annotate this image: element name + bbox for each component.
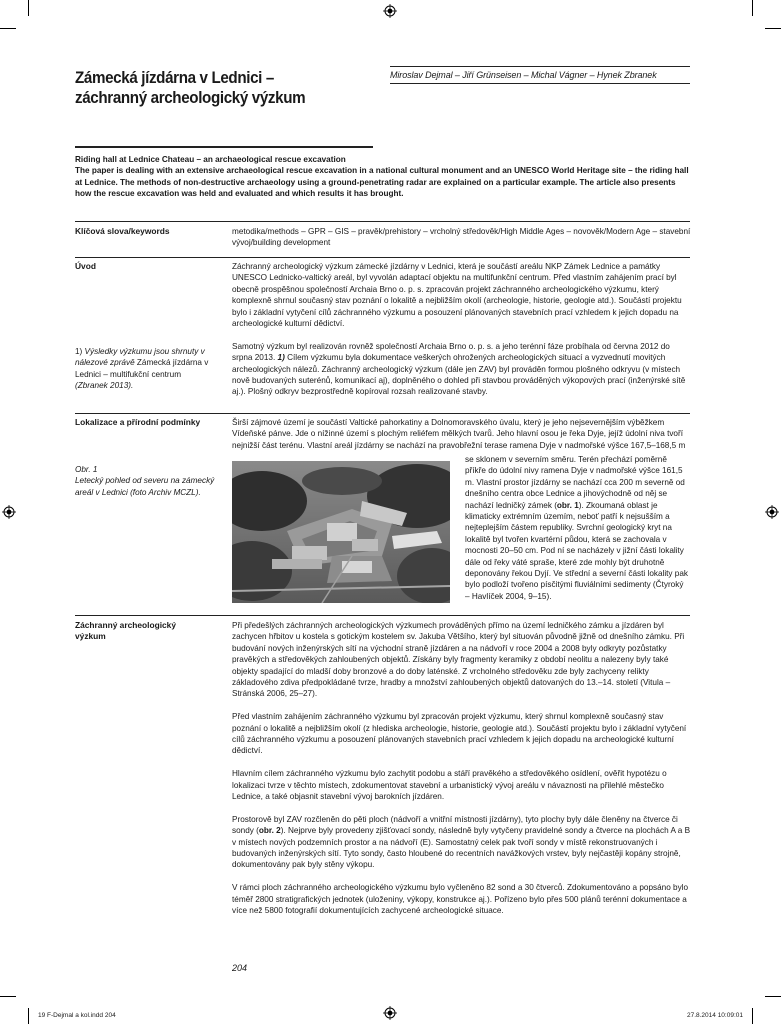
crop-mark: [28, 0, 29, 16]
uvod-label: Úvod: [75, 261, 96, 271]
lokalizace-wrap-b: ). Zkoumaná oblast je klimaticky extrémním územím, neboť patří k nejsušším a nejteplejším částem republiky. Svrchní geologický kryt na lokalitě byl tvořen kvartérní půdou, která se zachovala v mocnosti 20–50 cm. Pod ní se nacházely v jižní části lokality dále od řeky váté spraše, které zde mohly být druhotně deponovány řekou Dyjí. Ve střední a severní části lokality pak bylo podloží tvořeno písčitými fluviálními sedimenty (Čtyroký – Havlíček 2004, 9–15).: [465, 500, 689, 601]
footer-file-name: 19 F-Dejmal a kol.indd 204: [38, 1012, 116, 1019]
aerial-photo-illustration: [232, 461, 450, 603]
zachranny-label-line-2: výzkum: [75, 631, 106, 641]
zachranny-paragraph-1: Při předešlých záchranných archeologických výzkumech prováděných přímo na území ledničkého zámku a jízdáren byl zachycen hřbitov u kostela s gotickým kostelem sv. Jakuba Většího, který byl situován původně jižně od dnešního zámku. Při budování nových inženýrských sítí na východní straně jízdáren a na nádvoří v roce 2004 a 2008 byly odkryty pozůstatky pravěkých a středověkých zahloubených objektů. Získány byly fragmenty keramiky z období neolitu a nalezeny byly také objekty spadající do mladší doby bronzové a do doby laténské. Z vrcholného středověku zde byly zachyceny relikty základového zdiva předpokládané tvrze, hradby a množství zahloubených objektů datovaných do 13.–14. století (Vitula – Stránská 2006, 25–27).: [232, 621, 685, 699]
page-number: 204: [232, 963, 248, 973]
footnote-text-d: (Zbranek 2013).: [75, 381, 134, 391]
lokalizace-text-top: Širší zájmové území je součástí Valtické pahorkatiny a Dolnomoravského úvalu, který je jeho nejsevernějším výběžkem Vídeňské pánve. Jde o nížinné území s plochým reliéfem mělkých tvarů. Jeho hlavní osou je řeka Dyje, jejíž údolní niva tvoří nejnižší část terénu. Vlastní areál jízdárny se nachází na pravobřežní terase ramena Dyje v nadmořské výšce 167,5–168,5 m: [232, 418, 686, 450]
section-rule-zachranny: [75, 615, 690, 616]
figure-1-text: Letecký pohled od severu na zámecký areál v Lednici (foto Archiv MCZL).: [75, 476, 215, 497]
abstract-body: The paper is dealing with an extensive archaeological rescue excavation in a national cultural monument and an UNESCO World Heritage site – the riding hall at Lednice. The methods of non-destructive archaeology using a ground-penetrating radar are explained on a particular example. The article also presents how the rescue excavation was held and evaluated and which results it has brought.: [75, 166, 689, 199]
zachranny-label: [75, 620, 225, 642]
zachranny-p4-a: Prostorově byl ZAV rozčleněn do pěti ploch (nádvoří a vnitřní místnosti jízdárny), tyto plochy byly dále členěny na čtverce či sondy (: [232, 814, 678, 836]
uvod-paragraph-2: [232, 341, 692, 398]
footnote-1: [75, 346, 225, 392]
keywords-text: metodika/methods – GPR – GIS – pravěk/prehistory – vrcholný středověk/High Middle Ages – novověk/Modern Age – stavební vývoj/building development: [232, 227, 691, 248]
authors-rule-bottom: [390, 83, 690, 84]
crop-mark: [765, 996, 781, 997]
lokalizace-wrap-a: se sklonem v severním směru. Terén přechází poměrně příkře do údolní nivy ramena Dyje v nadmořské výšce 161,5 m. Vlastní prostor jízdárny se nachází cca 200 m severně od dnešního centra obce Lednice a jihovýchodně od něj se nachází ledničký zámek (: [465, 455, 685, 510]
footnote-text-c: Zámecká jízdárna v Lednici – multifukční centrum: [75, 358, 209, 379]
section-rule-uvod: [75, 257, 690, 258]
registration-mark-left: [2, 505, 16, 519]
footnote-ref-1: 1): [275, 353, 285, 363]
lokalizace-label: Lokalizace a přírodní podmínky: [75, 417, 201, 427]
zachranny-paragraph-2: Před vlastním zahájením záchranného výzkumu byl zpracován projekt výzkumu, který shrnul komplexně současný stav poznání o lokalitě a nejbližším okolí (z hlediska archeologie, historie, geologie atd.). Součástí projektu bylo i základní vytyčení cílů záchranného výzkumu a posouzení plánovaných stavebních prací vzhledem k jejich dopadu na archeologické kulturní dědictví.: [232, 712, 687, 756]
zachranny-paragraph-5: V rámci ploch záchranného archeologického výzkumu bylo vyčleněno 82 sond a 30 čtverců. Zdokumentováno a popsáno bylo téměř 2800 stratigrafických jednotek (uloženiny, výkopy, konstrukce aj.). Pořízeno bylo přes 500 plánů terénní dokumentace a více než 5800 fotografií dokumentujících zachycené archeologické situace.: [232, 883, 689, 916]
aerial-photo-lednice-chateau: [232, 461, 450, 603]
figure-1-caption: [75, 464, 225, 498]
section-rule-keywords: [75, 221, 690, 222]
crop-mark: [752, 1008, 753, 1024]
crop-mark: [0, 996, 16, 997]
section-rule-lokalizace: [75, 413, 690, 414]
abstract-title: Riding hall at Lednice Chateau – an archaeological rescue excavation: [75, 155, 346, 164]
crop-mark: [0, 28, 16, 29]
uvod-paragraph-1: Záchranný archeologický výzkum zámecké jízdárny v Lednici, která je součástí areálu NKP Zámek Lednice a památky UNESCO Lednicko-valtický areál, byl vyvolán adaptací objektu na multifunkční centrum. Před vlastním zahájením prací byl obecně prospěšnou společností Archaia Brno o. p. s. zpracován projekt záchranného archeologického výzkumu, který komplexně shrnul současný stav poznání o lokalitě a nejbližším okolí (archeologie, historie, geologie atd.). Součástí projektu bylo i základní vytyčení cílů záchranného výzkumu a posouzení plánovaných stavebních prací vzhledem k jejich dopadu na archeologické kulturní dědictví.: [232, 262, 682, 329]
uvod-p2-text-b: Cílem výzkumu byla dokumentace veškerých ohrožených archeologických situací a vyzvednutí movitých archeologických nálezů. Záchranný archeologický výzkum (dále jen ZAV) byl prováděn formou plošného odkryvu (v místech nově budovaných suterénů, komunikací aj), doplněného o dohled při stavbou prováděných výkopových prací (inženýrské sítě aj.). Plošný odkryv bezprostředně kopíroval rozsah realizované stavby.: [232, 353, 686, 397]
zachranny-label-line-1: Záchranný archeologický: [75, 620, 177, 630]
keywords-label: Klíčová slova/keywords: [75, 226, 170, 236]
uvod-text: [232, 261, 692, 409]
registration-mark-bottom: [383, 1006, 397, 1020]
registration-mark-right: [765, 505, 779, 519]
registration-mark-top: [383, 4, 397, 18]
crop-mark: [28, 1008, 29, 1024]
figure-1-ref: obr. 1: [556, 500, 579, 510]
crop-mark: [765, 28, 781, 29]
title-line-2: záchranný archeologický výzkum: [75, 89, 306, 107]
footnote-text-a: Výsledky výzkumu jsou shrnuty v: [82, 347, 205, 356]
zachranny-p4-b: ). Nejprve byly provedeny zjišťovací sondy, následně byly vytyčeny pravidelné sondy a čtverce na plochách A a B v místech nových podzemních prostor a na nádvoří (E). Samostatný celek pak tvoří sondy v místě rekonstruovaných i budovaných inženýrských sítí. Tyto sondy, často hloubené do recentních navážkových vrstev, byly nejčastěji kopány strojně, dokumentovány pak byly stěny výkopu.: [232, 826, 691, 870]
footnote-number: 1): [75, 347, 83, 356]
zachranny-paragraph-3: Hlavním cílem záchranného výzkumu bylo zachytit podobu a stáří pravěkého a středověkého osídlení, ověřit hypotézu o lokalizaci tvrze v těchto místech, zdokumentovat stavební a urbanistický vývoj areálu v návaznosti na přilehlé městečko Lednice, a také objasnit stavební vývoj barokních jízdáren.: [232, 769, 667, 802]
footer-date: 27.8.2014 10:09:01: [686, 1012, 743, 1019]
title-line-1: Zámecká jízdárna v Lednici –: [75, 69, 274, 87]
figure-1-number: Obr. 1: [75, 465, 98, 474]
footnote-text-b: nálezové zprávě: [75, 358, 135, 368]
crop-mark: [752, 0, 753, 16]
lokalizace-text-wrap: [465, 454, 690, 602]
zachranny-text: [232, 620, 692, 928]
zachranny-paragraph-4: [232, 814, 692, 871]
abstract-rule: [75, 146, 373, 148]
article-title: [75, 68, 351, 108]
authors: Miroslav Dejmal – Jiří Grünseisen – Michal Vágner – Hynek Zbranek: [390, 70, 657, 80]
authors-rule-top: [390, 66, 690, 67]
figure-2-ref: obr. 2: [258, 826, 281, 836]
uvod-p2-text-a: Samotný výzkum byl realizován rovněž společností Archaia Brno o. p. s. a jeho terénní fáze probíhala od června 2012 do srpna 2013.: [232, 341, 670, 363]
